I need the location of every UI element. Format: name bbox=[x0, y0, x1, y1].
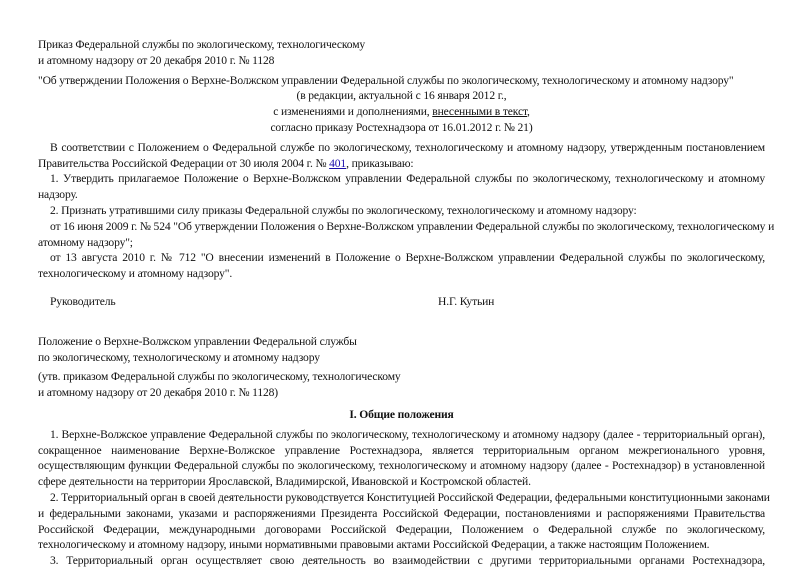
order-header-line: и атомному надзору от 20 декабря 2010 г. № 1128 bbox=[38, 53, 275, 67]
amendments-link[interactable]: внесенными в текст bbox=[432, 105, 528, 119]
regulation-title: Положение о Верхне-Волжском управлении Федеральной службы bbox=[38, 334, 357, 348]
item-line: атомному надзору"; bbox=[38, 235, 133, 249]
section-heading: I. Общие положения bbox=[349, 407, 454, 421]
item-line: 2. Признать утратившими силу приказы Федеральной службы по экологическому, технологическому и атомному надзору: bbox=[50, 203, 637, 217]
approval-note: (утв. приказом Федеральной службы по экологическому, технологическому bbox=[38, 370, 401, 384]
signature bbox=[38, 294, 765, 310]
preamble-line: В соответствии с Положением о Федеральной службе по экологическому, технологическому и атомному надзору, утвержденным постановлением bbox=[50, 140, 765, 154]
regulation-title: по экологическому, технологическому и атомному надзору bbox=[38, 350, 320, 364]
regulation-line: технологическому и атомному надзору, иными нормативными правовыми актами Российской Федерации, а также настоящим Положением. bbox=[38, 538, 710, 552]
regulation-line: 1. Верхне-Волжское управление Федеральной службы по экологическому, технологическому и атомному надзору (далее - территориальный орган), bbox=[50, 427, 765, 441]
preamble-text: Правительства Российской Федерации от 30 июля 2004 г. № bbox=[38, 156, 330, 170]
signature-role: Руководитель bbox=[50, 294, 116, 308]
item-line: от 13 августа 2010 г. № 712 "О внесении изменений в Положение о Верхне-Волжском управлении Федеральной службы по экологическому, bbox=[50, 251, 765, 265]
edition-text: , bbox=[527, 105, 530, 119]
regulation-line: Российской Федерации, международными договорами Российской Федерации, Положением о Федеральной службе по экологическому, bbox=[38, 522, 765, 536]
regulation-line: 3. Территориальный орган осуществляет свою деятельность во взаимодействии с другими территориальными органами Ростехнадзора, bbox=[50, 554, 765, 568]
approval-note: и атомному надзору от 20 декабря 2010 г. № 1128) bbox=[38, 386, 279, 400]
edition-note: согласно приказу Ростехнадзора от 16.01.2012 г. № 21) bbox=[270, 120, 533, 134]
preamble-text: , приказываю: bbox=[346, 156, 414, 170]
item-line: 1. Утвердить прилагаемое Положение о Верхне-Волжском управлении Федеральной службы по экологическому, технологическому и атомному bbox=[50, 172, 765, 186]
order-header-line: Приказ Федеральной службы по экологическому, технологическому bbox=[38, 38, 366, 51]
regulation-line: сокращенное наименование Верхне-Волжское управление Ростехнадзора, является территориальным органом межрегионального уровня, bbox=[38, 443, 765, 457]
document bbox=[38, 37, 775, 569]
regulation-line: 2. Территориальный орган в своей деятельности руководствуется Конституцией Российской Федерации, федеральными конституционными законами bbox=[50, 490, 770, 504]
item-line: надзору. bbox=[38, 188, 78, 202]
edition-text: с изменениями и дополнениями, bbox=[273, 105, 433, 119]
edition-note bbox=[38, 104, 765, 120]
signature-name: Н.Г. Кутьин bbox=[438, 294, 495, 308]
preamble-line bbox=[38, 156, 765, 172]
order-title: "Об утверждении Положения о Верхне-Волжском управлении Федеральной службы по экологическому, технологическому и атомному надзору" bbox=[38, 73, 734, 87]
regulation-line: и федеральными законами, указами и распоряжениями Президента Российской Федерации, постановлениями и распоряжениями Правительства bbox=[38, 506, 765, 520]
resolution-401-link[interactable]: 401 bbox=[329, 156, 347, 170]
regulation-line: осуществляющим функции Федеральной службы по экологическому, технологическому и атомному надзору (далее - Ростехнадзор) в установленной bbox=[38, 459, 765, 473]
item-line: от 16 июня 2009 г. № 524 "Об утверждении Положения о Верхне-Волжском управлении Федеральной службы по экологическому, технологическому и bbox=[50, 219, 775, 233]
regulation-line: сфере деятельности на территории Ярославской, Владимирской, Ивановской и Костромской областей. bbox=[38, 475, 531, 489]
item-line: технологическому и атомному надзору". bbox=[38, 267, 233, 281]
edition-note: (в редакции, актуальной с 16 января 2012 г., bbox=[296, 89, 507, 103]
